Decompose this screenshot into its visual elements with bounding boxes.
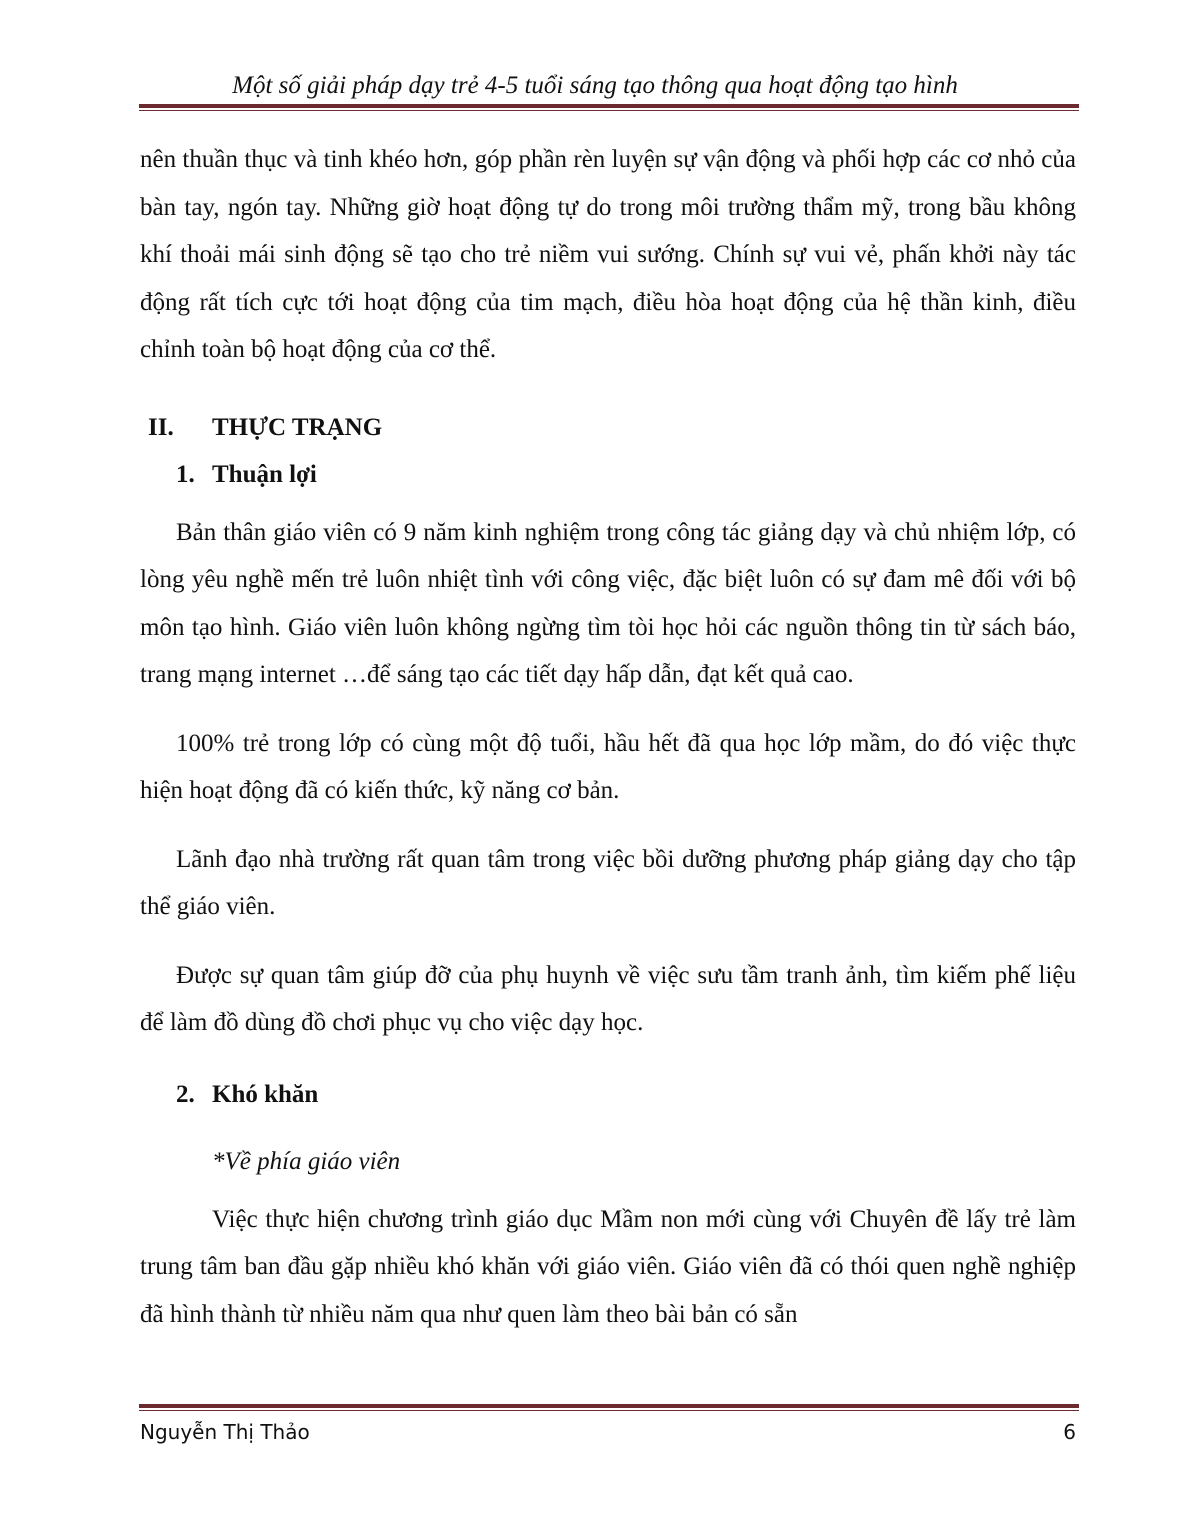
difficulty-paragraph: Việc thực hiện chương trình giáo dục Mầm non mới cùng với Chuyên đề lấy trẻ làm trung tâm ban đầu gặp nhiều khó khăn với giáo viên. Giáo viên đã có thói quen nghề nghiệp đã hình thành từ nhiều năm qua như quen làm theo bài bản có sẵn: [140, 1205, 1076, 1328]
advantage-paragraph: Lãnh đạo nhà trường rất quan tâm trong việc bồi dưỡng phương pháp giảng dạy cho tập thể giáo viên.: [140, 845, 1076, 920]
subsection-number: 2.: [176, 1080, 195, 1108]
footer-author: Nguyễn Thị Thảo: [140, 1420, 310, 1444]
advantage-paragraph: Được sự quan tâm giúp đỡ của phụ huynh về việc sưu tầm tranh ảnh, tìm kiếm phế liệu để làm đồ dùng đồ chơi phục vụ cho việc dạy học.: [140, 961, 1076, 1036]
section-title: THỰC TRẠNG: [212, 413, 383, 441]
advantage-paragraph: 100% trẻ trong lớp có cùng một độ tuổi, hầu hết đã qua học lớp mầm, do đó việc thực hiện hoạt động đã có kiến thức, kỹ năng cơ bản.: [140, 729, 1076, 804]
running-header-title: Một số giải pháp dạy trẻ 4-5 tuổi sáng tạo thông qua hoạt động tạo hình: [232, 72, 958, 99]
header-divider: [139, 104, 1079, 111]
section-number: II.: [148, 413, 174, 441]
intro-paragraph: nên thuần thục và tinh khéo hơn, góp phần rèn luyện sự vận động và phối hợp các cơ nhỏ của bàn tay, ngón tay. Những giờ hoạt động tự do trong môi trường thẩm mỹ, trong bầu không khí thoải mái sinh động sẽ tạo cho trẻ niềm vui sướng. Chính sự vui vẻ, phấn khởi này tác động rất tích cực tới hoạt động của tim mạch, điều hòa hoạt động của hệ thần kinh, điều chỉnh toàn bộ hoạt động của cơ thể.: [140, 146, 1076, 363]
section-heading-ii: [140, 404, 1076, 452]
subsection-heading-advantages: [140, 451, 1076, 499]
footer-divider: [139, 1404, 1079, 1411]
teacher-side-subheading: *Về phía giáo viên: [212, 1148, 401, 1175]
advantage-paragraph: Bản thân giáo viên có 9 năm kinh nghiệm trong công tác giảng dạy và chủ nhiệm lớp, có lòng yêu nghề mến trẻ luôn nhiệt tình với công việc, đặc biệt luôn có sự đam mê đối với bộ môn tạo hình. Giáo viên luôn không ngừng tìm tòi học hỏi các nguồn thông tin từ sách báo, trang mạng internet …để sáng tạo các tiết dạy hấp dẫn, đạt kết quả cao.: [140, 518, 1076, 688]
page-number: 6: [1063, 1420, 1076, 1444]
subsection-number: 1.: [176, 461, 195, 488]
subsection-title: Khó khăn: [212, 1080, 319, 1108]
subsection-title: Thuận lợi: [212, 461, 317, 488]
page-body: [140, 136, 1076, 1338]
subsection-heading-difficulties: [140, 1071, 1076, 1119]
